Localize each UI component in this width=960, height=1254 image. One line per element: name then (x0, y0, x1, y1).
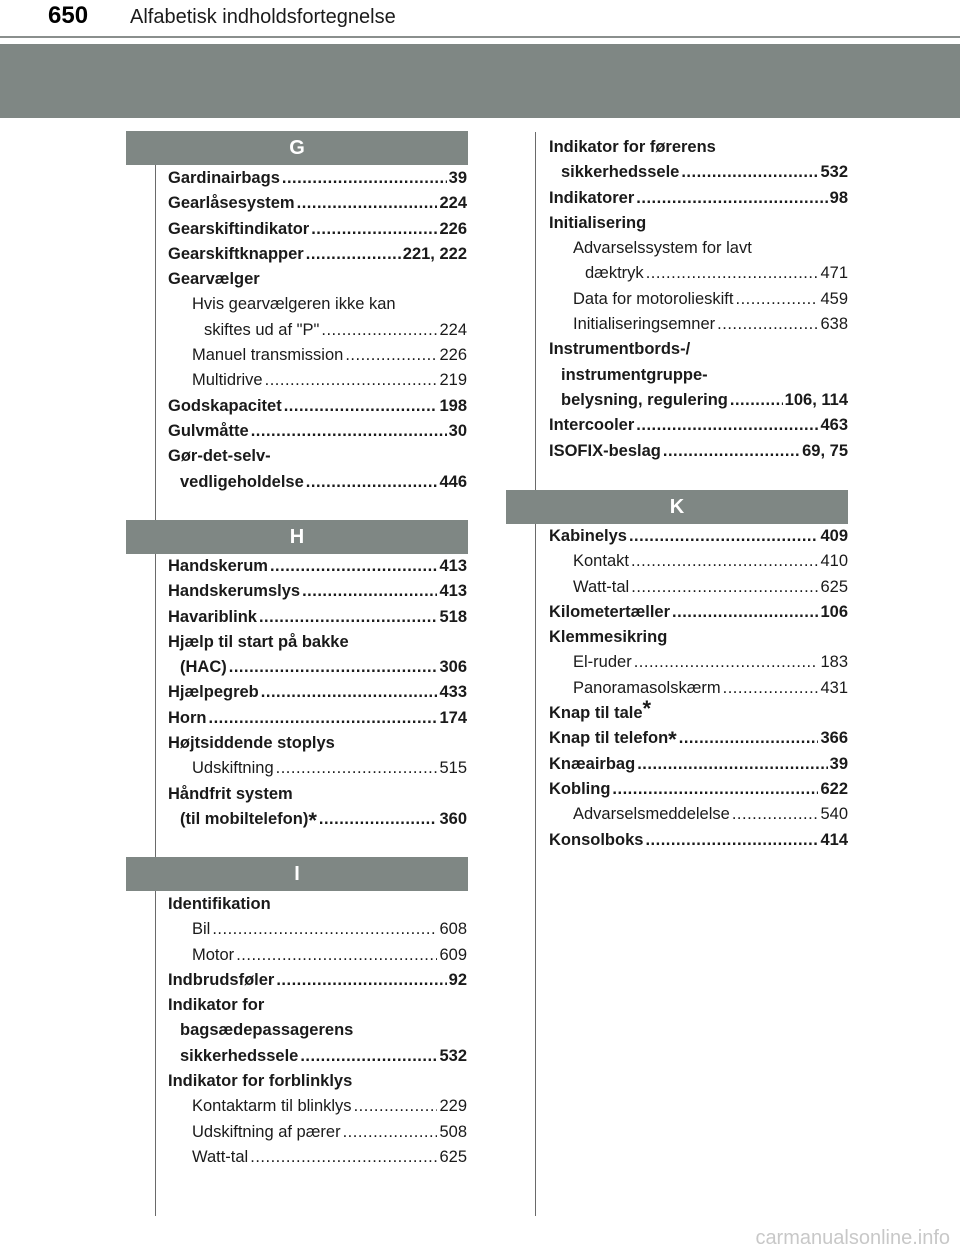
page-reference: 413 (439, 557, 467, 575)
index-entry-term: Udskiftning (192, 759, 274, 778)
index-entry-term: Kontakt (573, 552, 629, 571)
page-reference: 226 (439, 219, 467, 238)
page-reference: 198 (439, 396, 467, 415)
page-reference: 433 (439, 683, 467, 702)
index-entry-term: Håndfrit system (168, 784, 293, 803)
dot-leader (251, 419, 447, 444)
index-entry-term: Indikator for forblinklys (168, 1072, 353, 1091)
dot-leader (645, 828, 818, 853)
dot-leader (646, 261, 819, 286)
index-entry (168, 917, 467, 942)
dot-leader (270, 554, 438, 579)
page-reference: 609 (439, 945, 467, 964)
index-entry (549, 802, 848, 827)
center-divider (535, 132, 536, 1216)
section-header-g: G (126, 131, 468, 165)
index-entry-term: Initialiseringsemner (573, 315, 716, 334)
index-entry-term: Watt-tal (573, 577, 630, 596)
section-i-entries (168, 892, 467, 1170)
index-entry-term: Advarselsmeddelelse (573, 805, 730, 824)
index-entry-term: El-ruder (573, 653, 632, 672)
index-entry (168, 191, 467, 216)
page-reference: 540 (820, 805, 848, 824)
index-entry (549, 261, 848, 286)
section-header-h: H (126, 520, 468, 554)
dot-leader (319, 807, 438, 832)
index-entry-term: Hjælp til start på bakke (168, 632, 349, 651)
index-entry (549, 524, 848, 549)
index-entry (168, 782, 467, 807)
page-reference: 224 (439, 194, 467, 213)
dot-leader (276, 968, 446, 993)
index-entry-term: Gulvmåtte (168, 421, 249, 440)
dot-leader (681, 160, 818, 185)
dot-leader (259, 605, 438, 630)
page-title: Alfabetisk indholdsfortegnelse (130, 6, 396, 28)
index-entry-term: Knap til telefon (549, 729, 669, 748)
page-reference: 306 (439, 658, 467, 677)
dot-leader (250, 1145, 437, 1170)
dot-leader (672, 600, 818, 625)
dot-leader (637, 752, 827, 777)
section-header-k: K (506, 490, 848, 524)
dot-leader (354, 1094, 438, 1119)
dot-leader (321, 318, 437, 343)
index-entry (168, 1018, 467, 1043)
index-entry-term: Havariblink (168, 607, 257, 626)
index-entry (549, 752, 848, 777)
index-entry-term: Kabinelys (549, 527, 627, 545)
index-entry-term: Panoramasolskærm (573, 678, 721, 697)
index-entry (168, 419, 467, 444)
page-reference: 366 (820, 729, 848, 748)
index-entry (549, 650, 848, 675)
page-reference: 92 (448, 970, 467, 989)
page-reference: 39 (829, 754, 848, 773)
dot-leader (282, 166, 447, 191)
page-reference: 638 (820, 315, 848, 334)
page-reference: 532 (439, 1046, 467, 1065)
dot-leader (634, 650, 819, 675)
index-entry-term: Handskerumslys (168, 582, 301, 601)
page-reference: 413 (439, 582, 467, 601)
page-reference: 409 (820, 527, 848, 545)
page-reference: 229 (439, 1097, 467, 1116)
dot-leader (735, 287, 818, 312)
index-entry (168, 470, 467, 495)
index-entry (549, 600, 848, 625)
dot-leader (343, 1120, 438, 1145)
dot-leader (302, 579, 437, 604)
section-k-entries (549, 524, 848, 853)
index-entry-term: Hjælpegreb (168, 683, 259, 702)
index-entry (168, 968, 467, 993)
index-entry-term: Hvis gearvælgeren ikke kan (192, 295, 396, 314)
index-entry (549, 695, 848, 726)
page-reference: 532 (820, 163, 848, 182)
section-g-entries (168, 166, 467, 495)
index-entry-term: vedligeholdelse (180, 472, 304, 491)
footer-watermark: carmanualsonline.info (755, 1227, 950, 1249)
index-entry (549, 575, 848, 600)
page-reference: 446 (439, 472, 467, 491)
index-entry (549, 236, 848, 261)
index-entry-term: Horn (168, 708, 207, 727)
index-entry (549, 337, 848, 362)
index-entry (168, 1120, 467, 1145)
index-entry (168, 292, 467, 317)
index-entry-term: instrumentgruppe- (561, 365, 708, 384)
index-entry (168, 993, 467, 1018)
section-h-entries (168, 554, 467, 832)
header-banner (0, 44, 960, 118)
page-reference: 39 (448, 169, 467, 187)
index-entry (168, 368, 467, 393)
dot-leader (612, 777, 818, 802)
index-entry (549, 625, 848, 650)
dot-leader (265, 368, 438, 393)
index-entry (168, 731, 467, 756)
index-entry (168, 318, 467, 343)
index-entry-term: Indikator for (168, 996, 265, 1015)
page-number: 650 (48, 2, 89, 29)
page-reference: 226 (439, 346, 467, 365)
page-reference: 471 (820, 264, 848, 283)
index-entry (168, 1069, 467, 1094)
index-entry-term: Kilometertæller (549, 602, 671, 621)
index-entry (549, 676, 848, 701)
section-i-continued-entries (549, 135, 848, 464)
index-entry: (til mobiltelefon) * ..... 360 (168, 807, 467, 832)
page-reference: 608 (439, 920, 467, 939)
index-entry (549, 388, 848, 413)
index-entry (168, 394, 467, 419)
dot-leader (345, 343, 437, 368)
dot-leader (297, 191, 438, 216)
index-entry-term: Intercooler (549, 416, 635, 435)
index-entry-term: Gearskiftindikator (168, 219, 310, 238)
page-reference: 410 (820, 552, 848, 571)
dot-leader (276, 756, 438, 781)
index-entry-term: ISOFIX-beslag (549, 441, 661, 460)
index-entry-term: Klemmesikring (549, 628, 668, 647)
dot-leader (663, 439, 800, 464)
dot-leader (732, 802, 819, 827)
index-entry (549, 160, 848, 185)
section-header-i: I (126, 857, 468, 891)
dot-leader (631, 575, 818, 600)
index-entry (168, 267, 467, 292)
footnote-asterisk: * (642, 695, 652, 721)
index-entry (549, 186, 848, 211)
index-entry-term: Udskiftning af pærer (192, 1122, 341, 1141)
dot-leader (679, 726, 819, 751)
index-entry (168, 892, 467, 917)
dot-leader (236, 943, 437, 968)
index-entry (168, 630, 467, 655)
index-entry (168, 756, 467, 781)
index-entry-term: Gør-det-selv- (168, 447, 271, 466)
index-entry-term: sikkerhedssele (561, 163, 680, 182)
dot-leader (730, 388, 783, 413)
page-reference: 508 (439, 1122, 467, 1141)
index-entry (549, 549, 848, 574)
index-entry-term: Identifikation (168, 895, 271, 913)
dot-leader (631, 549, 819, 574)
dot-leader (636, 186, 827, 211)
index-entry-term: Manuel transmission (192, 346, 344, 365)
index-entry: Knap til telefon * ..... 366 (549, 726, 848, 751)
index-entry-term: Gardinairbags (168, 169, 280, 187)
dot-leader (300, 1044, 437, 1069)
dot-leader (723, 676, 819, 701)
index-entry (549, 135, 848, 160)
index-entry-term: Initialisering (549, 213, 647, 232)
dot-leader (717, 312, 818, 337)
page-reference: 183 (820, 653, 848, 672)
index-entry (168, 343, 467, 368)
index-entry-term: Kobling (549, 779, 611, 798)
dot-leader (311, 217, 437, 242)
index-entry-term: Konsolboks (549, 830, 644, 849)
page-reference: 518 (439, 607, 467, 626)
index-entry (168, 706, 467, 731)
index-entry-term: Handskerum (168, 557, 268, 575)
index-entry (168, 655, 467, 680)
index-entry (549, 777, 848, 802)
page-reference: 98 (829, 188, 848, 207)
index-entry (549, 312, 848, 337)
index-entry-term: Gearlåsesystem (168, 194, 295, 213)
index-entry-term: Knæairbag (549, 754, 636, 773)
index-entry (168, 166, 467, 191)
page-reference: 360 (439, 809, 467, 828)
page-reference: 625 (439, 1147, 467, 1166)
index-entry-term: belysning, regulering (561, 390, 728, 409)
index-entry-term: Data for motorolieskift (573, 289, 734, 308)
dot-leader (209, 706, 438, 731)
index-entry-term: dæktryk (585, 264, 644, 283)
index-entry-term: Watt-tal (192, 1147, 249, 1166)
page-reference: 219 (439, 371, 467, 390)
page-reference: 174 (439, 708, 467, 727)
dot-leader (229, 655, 438, 680)
index-entry-term: Multidrive (192, 371, 263, 390)
index-entry (168, 579, 467, 604)
index-entry-term: Advarselssystem for lavt (573, 239, 752, 258)
index-entry (168, 1094, 467, 1119)
index-entry-term: Gearvælger (168, 270, 260, 289)
index-entry (168, 1044, 467, 1069)
index-entry-term: Indikatorer (549, 188, 635, 207)
dot-leader (629, 524, 819, 549)
page-reference: 414 (820, 830, 848, 849)
dot-leader (284, 394, 438, 419)
dot-leader (261, 680, 438, 705)
index-entry-term: (HAC) (180, 658, 227, 677)
index-entry-term: Bil (192, 920, 211, 939)
index-entry-term: bagsædepassagerens (180, 1021, 354, 1040)
dot-leader (306, 470, 438, 495)
index-entry (549, 413, 848, 438)
page-reference: 30 (448, 421, 467, 440)
page-reference: 625 (820, 577, 848, 596)
index-entry-term: Motor (192, 945, 235, 964)
index-entry (168, 1145, 467, 1170)
index-entry-term: skiftes ud af "P" (204, 320, 320, 339)
index-entry (168, 554, 467, 579)
index-entry (168, 680, 467, 705)
index-entry-term: Indbrudsføler (168, 970, 275, 989)
index-entry (168, 242, 467, 267)
index-entry (549, 287, 848, 312)
page-reference: 221, 222 (402, 244, 467, 263)
index-entry (549, 211, 848, 236)
left-divider (155, 158, 156, 1216)
header-rule (0, 36, 960, 38)
page-reference: 459 (820, 289, 848, 308)
dot-leader (306, 242, 401, 267)
index-entry-term: Højtsiddende stoplys (168, 734, 335, 753)
page-reference: 106 (820, 602, 848, 621)
index-entry (549, 828, 848, 853)
index-entry (168, 605, 467, 630)
index-entry-term: Godskapacitet (168, 396, 282, 415)
index-entry (168, 217, 467, 242)
index-entry (549, 439, 848, 464)
index-entry (168, 444, 467, 469)
index-entry-term: Indikator for førerens (549, 138, 716, 156)
page-reference: 622 (820, 779, 848, 798)
page-reference: 463 (820, 416, 848, 435)
index-entry-term: sikkerhedssele (180, 1046, 299, 1065)
index-entry-term: (til mobiltelefon) (180, 809, 309, 828)
page-reference: 69, 75 (802, 441, 848, 460)
index-entry-term: Kontaktarm til blinklys (192, 1097, 352, 1116)
index-entry-term: Gearskiftknapper (168, 244, 304, 263)
index-entry-term: Instrumentbords-/ (549, 340, 691, 359)
index-entry (549, 363, 848, 388)
index-entry-term: Knap til tale (549, 704, 643, 723)
page-reference: 515 (439, 759, 467, 778)
page-reference: 431 (820, 678, 848, 697)
dot-leader (212, 917, 437, 942)
page-reference: 224 (439, 320, 467, 339)
dot-leader (636, 413, 818, 438)
index-entry (168, 943, 467, 968)
page-header (0, 0, 960, 38)
page-reference: 106, 114 (784, 390, 848, 409)
